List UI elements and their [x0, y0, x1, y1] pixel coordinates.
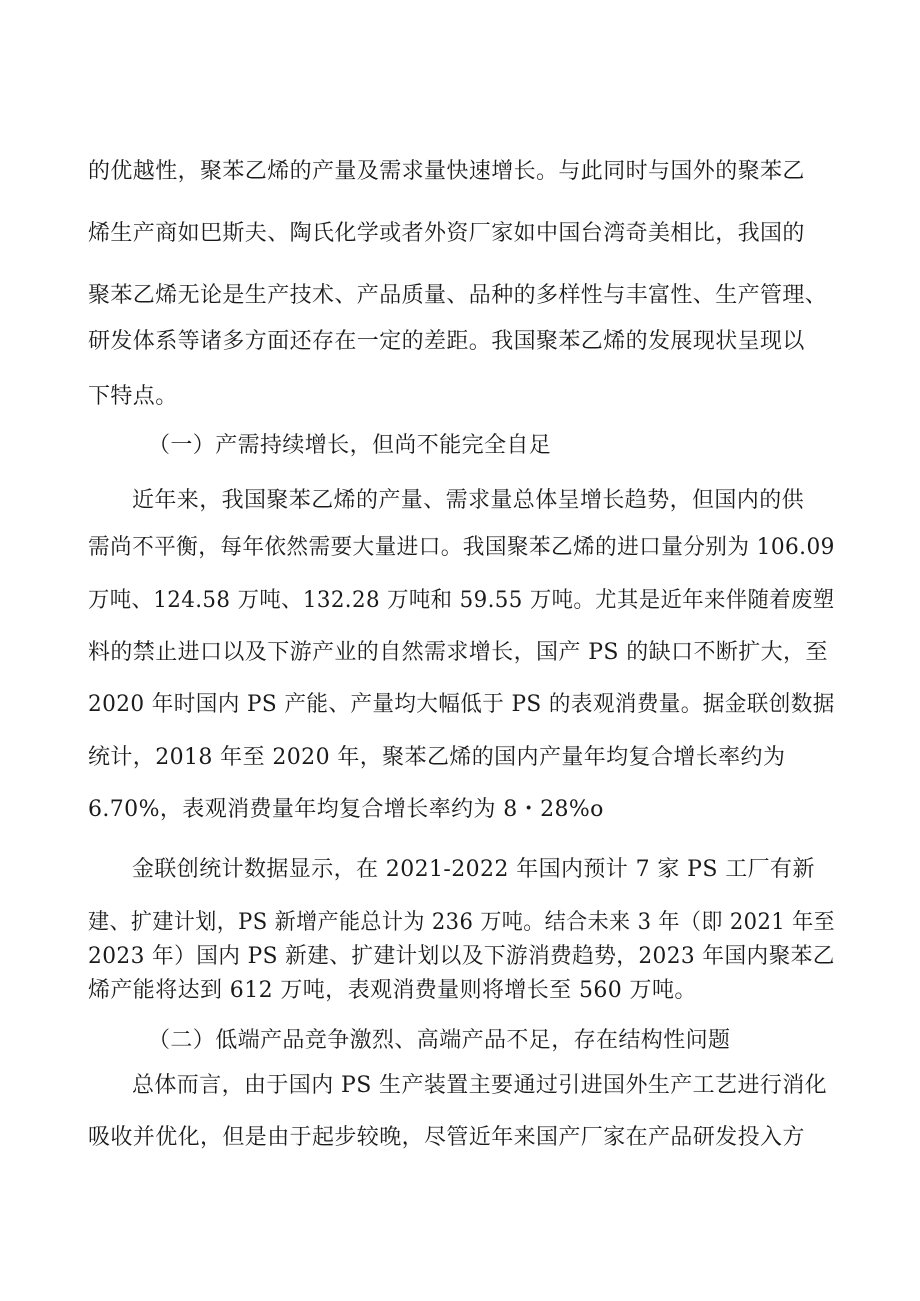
text-line: 建、扩建计划，PS 新增产能总计为 236 万吨。结合未来 3 年（即 2021 年至: [88, 910, 836, 935]
text-line: 烯产能将达到 612 万吨，表观消费量则将增长至 560 万吨。: [88, 978, 697, 1003]
text-line: 万吨、124.58 万吨、132.28 万吨和 59.55 万吨。尤其是近年来伴随着废塑: [88, 588, 835, 613]
text-line: 的优越性，聚苯乙烯的产量及需求量快速增长。与此同时与国外的聚苯乙: [88, 159, 805, 184]
section-heading-2: （二）低端产品竞争激烈、高端产品不足，存在结构性问题: [148, 1028, 731, 1053]
text-line: 吸收并优化，但是由于起步较晚，尽管近年来国产厂家在产品研发投入方: [88, 1125, 805, 1150]
text-line: 料的禁止进口以及下游产业的自然需求增长，国产 PS 的缺口不断扩大，至: [88, 640, 828, 665]
text-line: 统计，2018 年至 2020 年，聚苯乙烯的国内产量年均复合增长率约为: [88, 745, 786, 770]
text-line: 需尚不平衡，每年依然需要大量进口。我国聚苯乙烯的进口量分别为 106.09: [88, 535, 835, 560]
text-line: 2020 年时国内 PS 产能、产量均大幅低于 PS 的表观消费量。据金联创数据: [88, 692, 835, 717]
text-line: 研发体系等诸多方面还存在一定的差距。我国聚苯乙烯的发展现状呈现以: [88, 329, 805, 354]
text-line: 6.70%，表观消费量年均复合增长率约为 8・28%o: [88, 797, 604, 822]
text-line: 下特点。: [88, 384, 178, 409]
text-line: 烯生产商如巴斯夫、陶氏化学或者外资厂家如中国台湾奇美相比，我国的: [88, 221, 805, 246]
paragraph-first-line: 近年来，我国聚苯乙烯的产量、需求量总体呈增长趋势，但国内的供: [132, 488, 805, 513]
section-heading-1: （一）产需持续增长，但尚不能完全自足: [148, 433, 552, 458]
text-line: 2023 年）国内 PS 新建、扩建计划以及下游消费趋势，2023 年国内聚苯乙: [88, 944, 835, 969]
text-line: 聚苯乙烯无论是生产技术、产品质量、品种的多样性与丰富性、生产管理、: [88, 283, 828, 308]
paragraph-first-line: 金联创统计数据显示，在 2021-2022 年国内预计 7 家 PS 工厂有新: [132, 857, 815, 882]
paragraph-first-line: 总体而言，由于国内 PS 生产装置主要通过引进国外生产工艺进行消化: [132, 1073, 828, 1098]
